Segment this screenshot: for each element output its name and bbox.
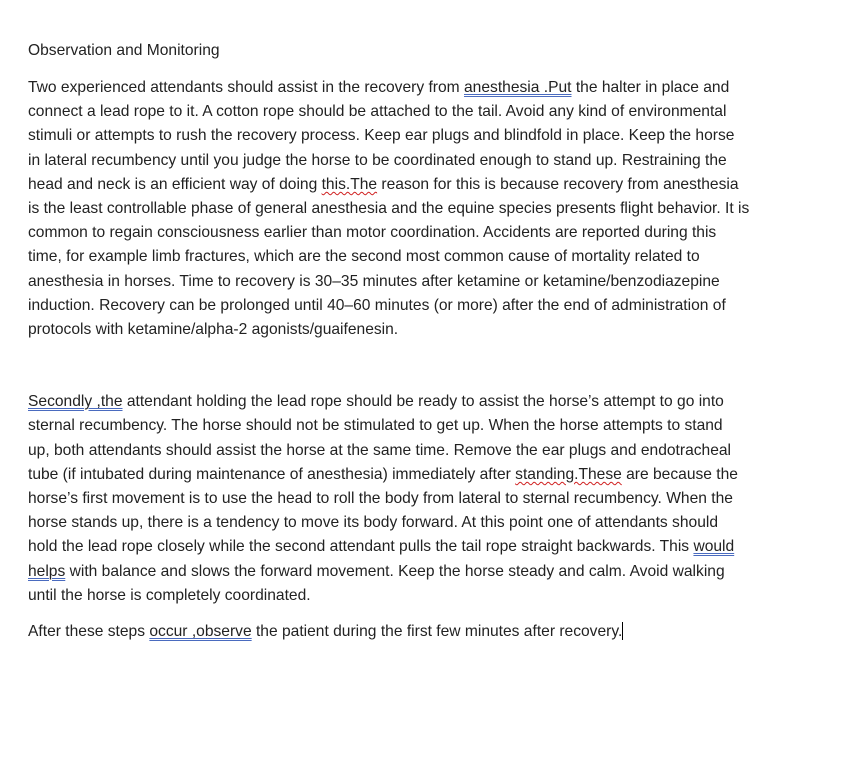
- text-cursor: [622, 622, 623, 640]
- paragraph-3: [28, 620, 818, 644]
- text-line: [28, 511, 818, 535]
- spelling-suggestion: standing.These: [515, 465, 622, 483]
- text-run: time, for example limb fractures, which are the second most common cause of mortality related to: [28, 248, 700, 266]
- grammar-suggestion: Secondly ,the: [28, 393, 123, 411]
- text-line: [28, 245, 818, 269]
- text-run: are because the: [621, 465, 738, 483]
- grammar-suggestion: would: [693, 538, 735, 556]
- text-line: [28, 439, 818, 463]
- text-run: with balance and slows the forward movement. Keep the horse steady and calm. Avoid walking: [65, 562, 725, 580]
- text-line: [28, 487, 818, 511]
- text-line: [28, 149, 818, 173]
- document-page[interactable]: [28, 39, 818, 644]
- text-line: [28, 463, 818, 487]
- text-run: protocols with ketamine/alpha-2 agonists/guaifenesin.: [28, 321, 399, 339]
- text-line: [28, 620, 818, 644]
- spelling-suggestion: this.The: [321, 175, 378, 193]
- text-run: reason for this is because recovery from anesthesia: [377, 175, 739, 193]
- text-run: the halter in place and: [571, 79, 730, 96]
- text-run: horse stands up, there is a tendency to move its body forward. At this point one of attendants should: [28, 514, 719, 532]
- text-run: until the horse is completely coordinated.: [28, 586, 311, 604]
- text-run: head and neck is an efficient way of doing: [28, 175, 322, 193]
- text-line: [28, 173, 818, 197]
- text-run: is the least controllable phase of general anesthesia and the equine species presents flight behavior. It is: [28, 200, 750, 218]
- text-run: connect a lead rope to it. A cotton rope should be attached to the tail. Avoid any kind of environmental: [28, 103, 727, 121]
- text-line: [28, 318, 818, 342]
- text-line: [28, 390, 818, 414]
- text-line: [28, 76, 818, 100]
- text-run: attendant holding the lead rope should be ready to assist the horse’s attempt to go into: [122, 393, 724, 411]
- text-line: [28, 294, 818, 318]
- paragraph-1: [28, 76, 818, 342]
- text-run: Two experienced attendants should assist in the recovery from: [28, 79, 464, 96]
- text-run: horse’s first movement is to use the head to roll the body from lateral to sternal recumbency. When the: [28, 490, 733, 508]
- text-run: induction. Recovery can be prolonged until 40–60 minutes (or more) after the end of administration of: [28, 296, 726, 314]
- grammar-suggestion: helps: [28, 562, 66, 580]
- text-run: in lateral recumbency until you judge the horse to be coordinated enough to stand up. Restraining the: [28, 151, 727, 169]
- section-heading: Observation and Monitoring: [28, 42, 220, 59]
- grammar-suggestion: anesthesia .Put: [464, 79, 572, 96]
- text-line: [28, 270, 818, 294]
- text-line: [28, 584, 818, 608]
- paragraph-spacing: [28, 608, 818, 620]
- text-run: tube (if intubated during maintenance of anesthesia) immediately after: [28, 465, 516, 483]
- text-run: hold the lead rope closely while the second attendant pulls the tail rope straight backwards. This: [28, 538, 694, 556]
- text-run: After these steps: [28, 623, 150, 641]
- text-line: [28, 221, 818, 245]
- text-run: stimuli or attempts to rush the recovery process. Keep ear plugs and blindfold in place. Keep the horse: [28, 127, 735, 145]
- text-line: [28, 197, 818, 221]
- text-line: [28, 100, 818, 124]
- text-run: anesthesia in horses. Time to recovery is 30–35 minutes after ketamine or ketamine/benzodiazepine: [28, 272, 720, 290]
- text-run: up, both attendants should assist the horse at the same time. Remove the ear plugs and endotracheal: [28, 441, 732, 459]
- blank-lines: [28, 342, 818, 390]
- text-line: [28, 560, 818, 584]
- text-line: [28, 124, 818, 148]
- text-run: common to regain consciousness earlier than motor coordination. Accidents are reported during this: [28, 224, 717, 242]
- text-line: [28, 414, 818, 438]
- grammar-suggestion: occur ,observe: [149, 623, 252, 641]
- text-line: [28, 535, 818, 559]
- paragraph-2: [28, 390, 818, 608]
- text-run: sternal recumbency. The horse should not be stimulated to get up. When the horse attempts to stand: [28, 417, 723, 435]
- text-run: the patient during the first few minutes after recovery.: [251, 623, 623, 641]
